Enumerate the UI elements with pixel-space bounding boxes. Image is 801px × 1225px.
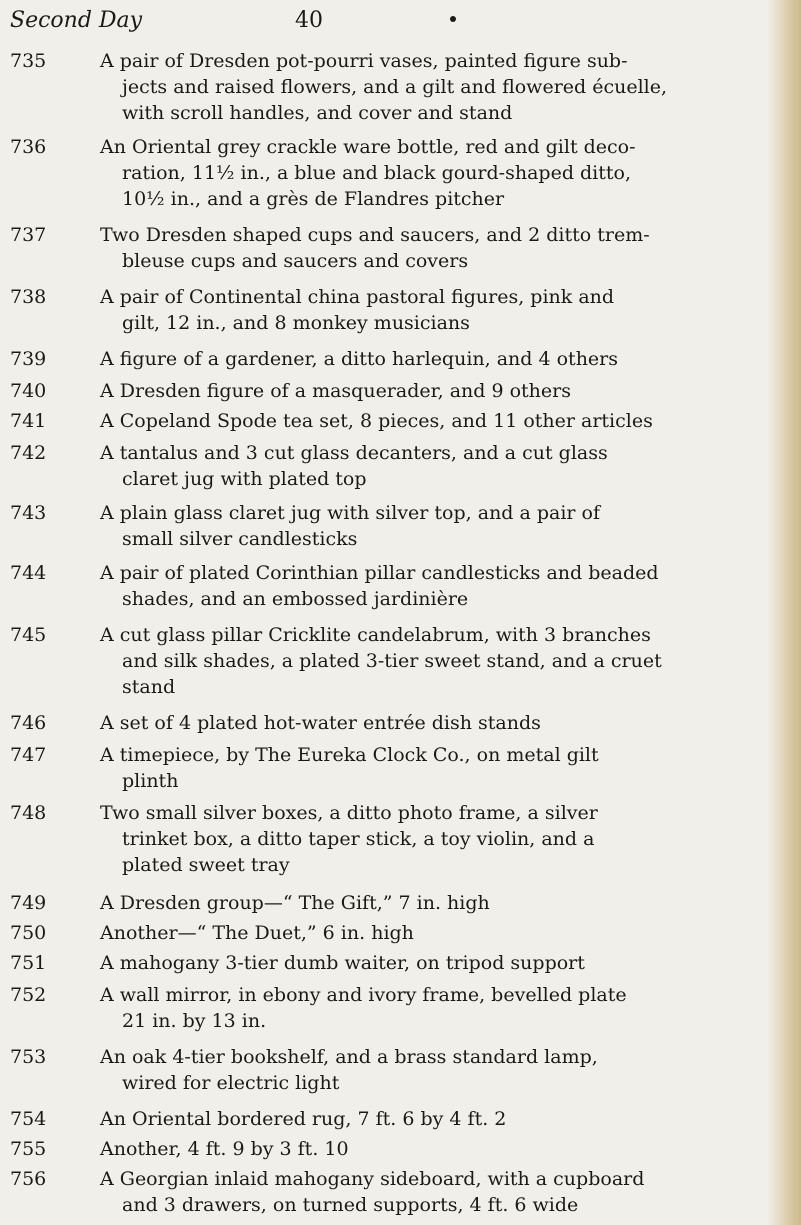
- lot-description-line: An Oriental grey crackle ware bottle, red and gilt deco-: [100, 136, 636, 158]
- lot-description-line: trinket box, a ditto taper stick, a toy violin, and a: [122, 828, 595, 850]
- lot-number: 738: [10, 286, 47, 308]
- lot-description-line: A pair of plated Corinthian pillar candlesticks and beaded: [100, 562, 659, 584]
- lot-number: 742: [10, 442, 47, 464]
- lot-description-line: An Oriental bordered rug, 7 ft. 6 by 4 ft. 2: [100, 1108, 507, 1130]
- lot-description-line: A tantalus and 3 cut glass decanters, and a cut glass: [100, 442, 608, 464]
- lot-description-line: and silk shades, a plated 3-tier sweet stand, and a cruet: [122, 650, 662, 672]
- lot-description: [100, 378, 750, 404]
- lot-number: 744: [10, 562, 47, 584]
- lot-number: 741: [10, 410, 47, 432]
- lot-description-line: ration, 11½ in., a blue and black gourd-shaped ditto,: [122, 162, 632, 184]
- lot-description-line: Two small silver boxes, a ditto photo frame, a silver: [100, 802, 598, 824]
- lot-description-line: shades, and an embossed jardinière: [122, 588, 469, 610]
- lot-description-line: A set of 4 plated hot-water entrée dish stands: [100, 712, 541, 734]
- lot-description-line: 10½ in., and a grès de Flandres pitcher: [122, 188, 505, 210]
- lot-description: [100, 890, 750, 916]
- lot-number: 735: [10, 50, 47, 72]
- lot-number: 739: [10, 348, 47, 370]
- lot-description-line: small silver candlesticks: [122, 528, 358, 550]
- lot-description-line: A Dresden group—“ The Gift,” 7 in. high: [100, 892, 490, 914]
- lot-description: [100, 560, 750, 612]
- lot-number: 743: [10, 502, 47, 524]
- lot-description: [100, 950, 750, 976]
- lot-description-line: A Georgian inlaid mahogany sideboard, with a cupboard: [100, 1168, 645, 1190]
- lot-description-line: A Dresden figure of a masquerader, and 9 others: [100, 380, 571, 402]
- lot-number: 754: [10, 1108, 47, 1130]
- lot-description-line: Another, 4 ft. 9 by 3 ft. 10: [100, 1138, 349, 1160]
- lot-description-line: Two Dresden shaped cups and saucers, and 2 ditto trem-: [100, 224, 650, 246]
- lot-description: [100, 500, 750, 552]
- page-edge: [767, 0, 801, 1225]
- lot-number: 740: [10, 380, 47, 402]
- lot-number: 751: [10, 952, 47, 974]
- lot-description-line: plated sweet tray: [122, 854, 290, 876]
- lot-description: [100, 742, 750, 794]
- lot-description-line: A wall mirror, in ebony and ivory frame, bevelled plate: [100, 984, 627, 1006]
- page-header: [10, 8, 750, 42]
- lot-number: 753: [10, 1046, 47, 1068]
- lot-description: [100, 408, 750, 434]
- lot-description: [100, 222, 750, 274]
- lot-number: 736: [10, 136, 47, 158]
- lot-description: [100, 982, 750, 1034]
- lot-description: [100, 1166, 750, 1218]
- lot-description-line: bleuse cups and saucers and covers: [122, 250, 469, 272]
- printer-dot: [450, 16, 456, 22]
- lot-description: [100, 134, 750, 212]
- lot-description: [100, 1044, 750, 1096]
- lot-description-line: A cut glass pillar Cricklite candelabrum, with 3 branches: [100, 624, 651, 646]
- lot-description-line: A figure of a gardener, a ditto harlequin, and 4 others: [100, 348, 619, 370]
- lot-description: [100, 710, 750, 736]
- lot-number: 752: [10, 984, 47, 1006]
- lot-description-line: gilt, 12 in., and 8 monkey musicians: [122, 312, 470, 334]
- lot-description-line: stand: [122, 676, 176, 698]
- lot-description: [100, 622, 750, 700]
- lot-description-line: Another—“ The Duet,” 6 in. high: [100, 922, 414, 944]
- lot-description-line: A Copeland Spode tea set, 8 pieces, and 11 other articles: [100, 410, 653, 432]
- lot-description-line: and 3 drawers, on turned supports, 4 ft. 6 wide: [122, 1194, 579, 1216]
- lot-description: [100, 48, 750, 126]
- lot-number: 747: [10, 744, 47, 766]
- lot-description-line: A plain glass claret jug with silver top, and a pair of: [100, 502, 601, 524]
- lot-description-line: A pair of Dresden pot-pourri vases, painted figure sub-: [100, 50, 628, 72]
- lot-description-line: with scroll handles, and cover and stand: [122, 102, 513, 124]
- lot-description: [100, 800, 750, 878]
- lot-description-line: A pair of Continental china pastoral figures, pink and: [100, 286, 615, 308]
- lot-description: [100, 1136, 750, 1162]
- lot-description-line: An oak 4-tier bookshelf, and a brass standard lamp,: [100, 1046, 598, 1068]
- lot-description: [100, 920, 750, 946]
- lot-number: 750: [10, 922, 47, 944]
- lot-number: 755: [10, 1138, 47, 1160]
- lot-description-line: claret jug with plated top: [122, 468, 367, 490]
- running-title: Second Day: [10, 8, 143, 33]
- lot-description: [100, 346, 750, 372]
- lot-description: [100, 284, 750, 336]
- lot-description-line: 21 in. by 13 in.: [122, 1010, 267, 1032]
- lot-number: 756: [10, 1168, 47, 1190]
- lot-description-line: plinth: [122, 770, 179, 792]
- lot-description-line: wired for electric light: [122, 1072, 340, 1094]
- lot-description: [100, 1106, 750, 1132]
- lot-number: 745: [10, 624, 47, 646]
- lot-description-line: A mahogany 3-tier dumb waiter, on tripod support: [100, 952, 585, 974]
- lot-number: 746: [10, 712, 47, 734]
- lot-number: 737: [10, 224, 47, 246]
- lot-number: 749: [10, 892, 47, 914]
- lot-number: 748: [10, 802, 47, 824]
- lot-description-line: jects and raised flowers, and a gilt and flowered écuelle,: [122, 76, 668, 98]
- lot-description-line: A timepiece, by The Eureka Clock Co., on metal gilt: [100, 744, 599, 766]
- lot-description: [100, 440, 750, 492]
- page-number: 40: [295, 8, 323, 33]
